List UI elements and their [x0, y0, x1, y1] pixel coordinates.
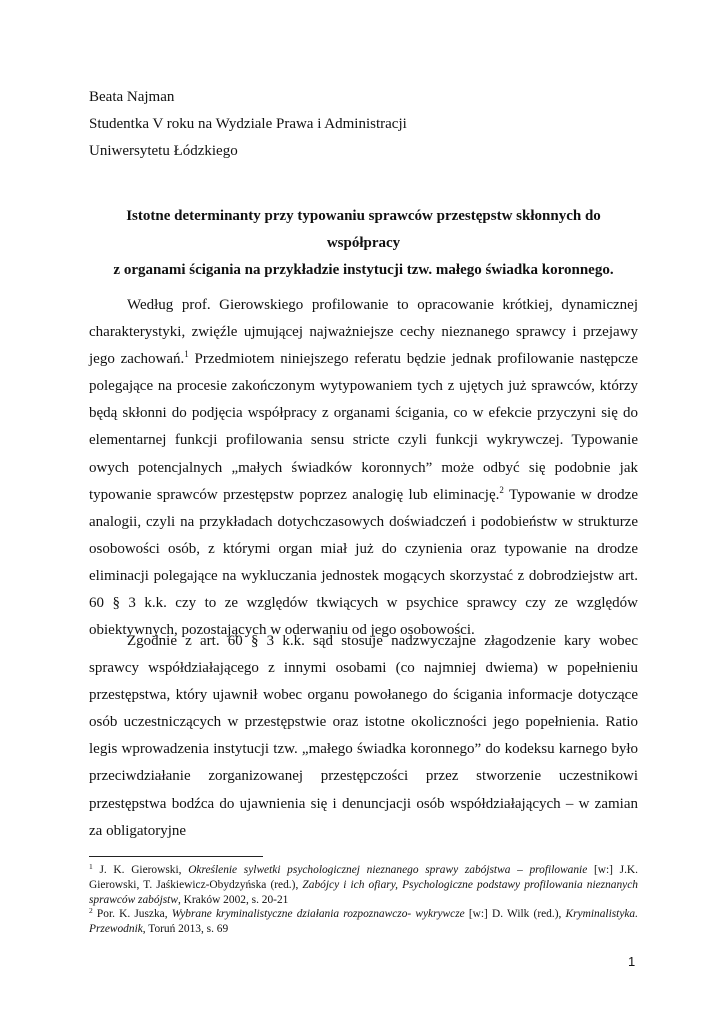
title-line-2: z organami ścigania na przykładzie instytucji tzw. małego świadka koronnego. [113, 262, 614, 278]
footnote-1-mid: [w:] J.K. Gierowski, T. Jaśkiewicz-Obydzyńska (red.), [89, 864, 639, 891]
footnote-1-tail: , Kraków 2002, s. 20-21 [177, 893, 289, 906]
footnote-1-italic-2: Zabójcy i ich ofiary, Psychologiczne podstawy profilowania nieznanych sprawców zabójstw [89, 878, 638, 906]
author-name: Beata Najman [89, 89, 175, 105]
footnote-2 [89, 907, 638, 937]
author-university: Uniwersytetu Łódzkiego [89, 143, 238, 159]
footnote-divider [89, 856, 263, 857]
footnote-ref-1[interactable]: 1 [184, 349, 189, 360]
document-title [89, 203, 638, 284]
footnote-1-italic-1: Określenie sylwetki psychologicznej nieznanego sprawy zabójstwa – profilowanie [188, 864, 588, 876]
footnote-2-italic-1: Wybrane kryminalistyczne działania rozpoznawczo- wykrywcze [171, 908, 465, 921]
author-block [89, 84, 407, 165]
page-number: 1 [628, 954, 636, 969]
footnote-1-lead: J. K. Gierowski, [92, 864, 189, 876]
paragraph-1 [89, 292, 638, 644]
footnote-ref-2[interactable]: 2 [499, 484, 504, 495]
title-line-1: Istotne determinanty przy typowaniu sprawców przestępstw skłonnych do współpracy [126, 208, 601, 251]
footnote-2-number: 2 [89, 906, 93, 916]
footnote-2-italic-2: Kryminalistyka. Przewodnik [89, 908, 638, 936]
footnote-1-number: 1 [89, 862, 93, 871]
footnote-2-lead: Por. K. Juszka, [92, 908, 172, 921]
paragraph-2: Zgodnie z art. 60 § 3 k.k. sąd stosuje nadzwyczajne złagodzenie kary wobec sprawcy współdziałającego z innymi osobami (co najmniej dwiema) w popełnieniu przestępstwa, który ujawnił wobec organu powołanego do ścigania informacje dotyczące osób uczestniczących w przestępstwie oraz istotne okoliczności jego popełnienia. Ratio legis wprowadzenia instytucji tzw. „małego świadka koronnego” do kodeksu karnego było przeciwdziałanie zorganizowanej przestępczości przez stworzenie uczestnikowi przestępstwa bodźca do ujawnienia się i denuncjacji osób współdziałających – w zamian za obligatoryjne [89, 633, 638, 839]
author-role: Studentka V roku na Wydziale Prawa i Administracji [89, 116, 407, 132]
paragraph-1-part-1: Według prof. Gierowskiego profilowanie to opracowanie krótkiej, dynamicznej charakterystyki, zwięźle ujmującej najważniejsze cechy nieznanego sprawcy i przejawy jego zachowań. [89, 297, 638, 368]
footnote-1 [89, 863, 638, 907]
footnote-2-mid: [w:] D. Wilk (red.), [464, 908, 566, 921]
footnotes [89, 863, 638, 937]
footnote-2-tail: , Toruń 2013, s. 69 [142, 923, 229, 936]
paragraph-1-part-3: Typowanie w drodze analogii, czyli na przykładach dotychczasowych doświadczeń i podobieństw w strukturze osobowości osób, z którymi organ miał już do czynienia oraz typowanie na drodze eliminacji polegające na wykluczania jednostek mogących skorzystać z dobrodziejstw art. 60 § 3 k.k. czy to ze względów tkwiących w psychice sprawcy czy ze względów obiektywnych, pozostających w oderwaniu od jego osobowości. [89, 486, 638, 639]
paragraph-1-part-2: Przedmiotem niniejszego referatu będzie jednak profilowanie następcze polegające na procesie zakończonym wytypowaniem tych z ujętych już sprawców, którzy będą skłonni do podjęcia współpracy z organami ścigania, co w efekcie przyczyni się do elementarnej funkcji profilowania sensu stricte czyli funkcji wykrywczej. Typowanie owych potencjalnych „małych świadków koronnych” może odbyć się podobnie jak typowanie sprawców przestępstw poprzez analogię lub eliminację. [89, 351, 638, 503]
